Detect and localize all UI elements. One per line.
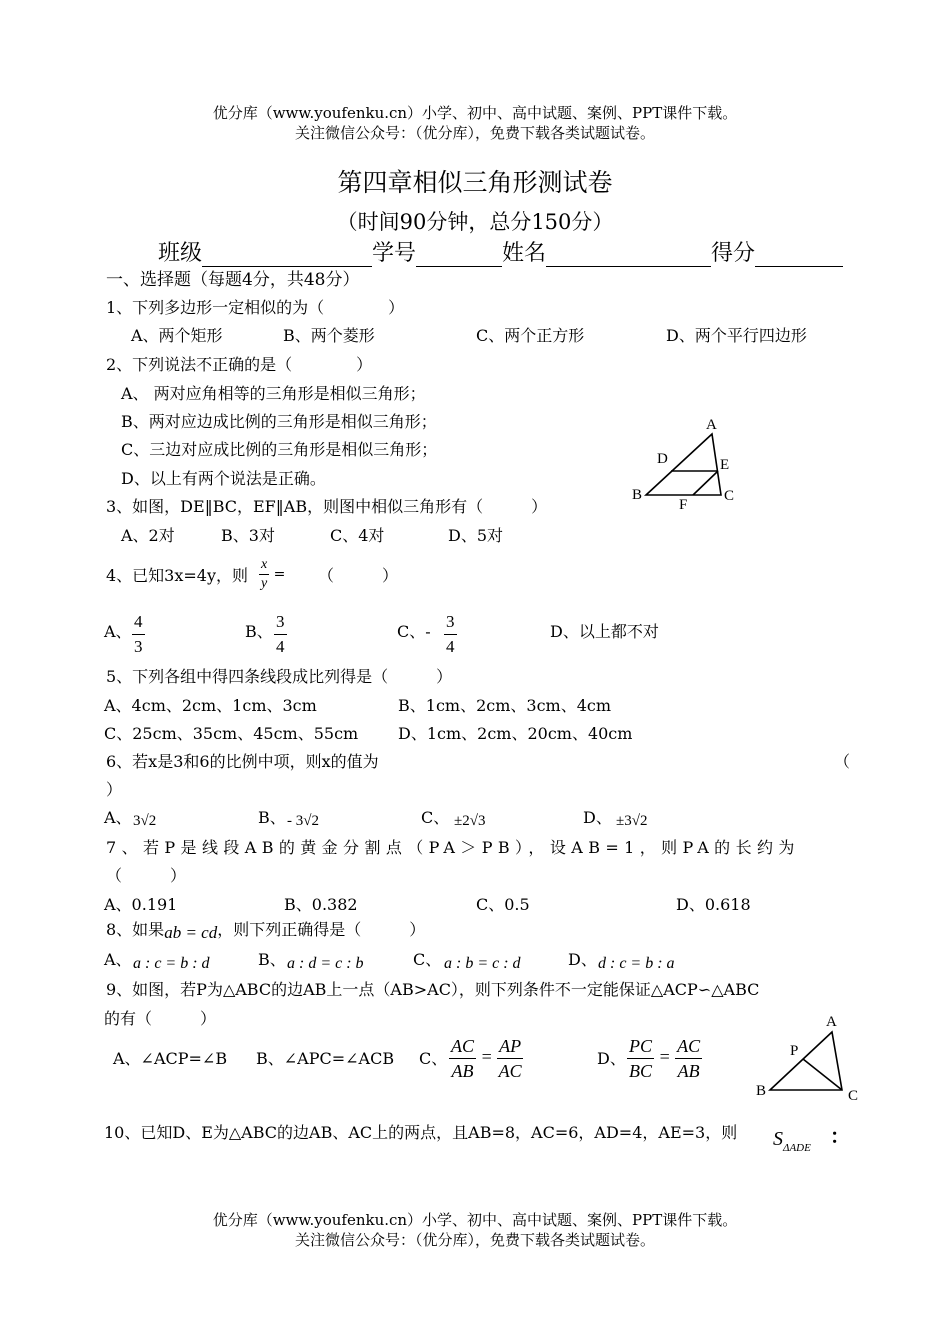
q8-stem-b: ，则下列正确得是（ ） — [217, 920, 426, 939]
page-title: 第四章相似三角形测试卷 — [337, 168, 613, 197]
q6-option-d: ±3√2 — [616, 813, 648, 829]
q6-option-a-label: A、 — [104, 808, 132, 827]
q9-c-num1: AC — [449, 1034, 476, 1059]
q9-d-num2: AC — [675, 1034, 702, 1059]
q9-d-eq: = — [658, 1046, 671, 1067]
label-e: E — [720, 457, 730, 473]
q7-stem: 7、若P是线段AB的黄金分割点（PA＞PB），设AB=1，则PA的长约为 — [106, 838, 800, 857]
label-c-2: C — [848, 1088, 859, 1104]
q8-option-c-label: C、 — [413, 950, 442, 969]
q9-d-num1: PC — [627, 1034, 654, 1059]
q8-option-d-label: D、 — [568, 950, 597, 969]
q9-c-den2: AC — [498, 1061, 522, 1081]
q6-option-b-label: B、 — [258, 808, 286, 827]
q9-option-c — [449, 1034, 523, 1083]
q8-option-d: d : c = b : a — [598, 955, 675, 972]
info-fields — [158, 236, 843, 267]
q3-option-c: C、4对 — [330, 526, 385, 545]
label-c: C — [724, 488, 735, 504]
q6-option-d-label: D、 — [583, 808, 612, 827]
q8-option-b: a : d = c : b — [287, 955, 364, 972]
q10-s: S — [773, 1128, 783, 1150]
score-blank[interactable] — [755, 244, 843, 267]
q4-frac-den: y — [261, 576, 268, 591]
q8-option-c: a : b = c : d — [444, 955, 521, 972]
q2-option-a: A、 两对应角相等的三角形是相似三角形； — [121, 384, 426, 403]
q9-option-d-label: D、 — [597, 1049, 626, 1068]
q6-option-a: 3√2 — [133, 813, 157, 829]
q4-option-c — [444, 610, 457, 659]
segment-pc — [803, 1059, 842, 1090]
name-label: 姓名 — [502, 241, 547, 266]
q9-stem-1: 9、如图，若P为△ABC的边AB上一点（AB>AC），则下列条件不一定能保证△ACP∽△ABC — [106, 980, 760, 999]
q9-c-den1: AB — [451, 1061, 474, 1081]
q7-option-d: D、0.618 — [676, 895, 751, 914]
name-blank[interactable] — [546, 244, 711, 267]
header-line-2: 关注微信公众号：（优分库），免费下载各类试题试卷。 — [294, 124, 655, 142]
q3-figure — [626, 412, 746, 512]
q2-option-b: B、两对应边成比例的三角形是相似三角形； — [121, 412, 437, 431]
q9-c-num2: AP — [497, 1034, 523, 1059]
label-b-2: B — [756, 1083, 767, 1099]
score-label: 得分 — [711, 241, 756, 266]
q4-eq: = — [273, 566, 286, 583]
number-blank[interactable] — [416, 244, 502, 267]
q9-option-d — [627, 1034, 702, 1083]
segment-ef — [693, 471, 718, 495]
q1-stem: 1、下列多边形一定相似的为（ ） — [106, 298, 405, 317]
label-a: A — [706, 417, 717, 433]
q5-option-d: D、1cm、2cm、20cm、40cm — [398, 724, 633, 743]
q8-expression: ab = cd — [164, 923, 218, 942]
footer-line-2: 关注微信公众号：（优分库），免费下载各类试题试卷。 — [294, 1231, 655, 1249]
section-heading: 一、选择题（每题4分，共48分） — [106, 270, 360, 290]
q9-stem-2: 的有（ ） — [104, 1009, 217, 1028]
q9-d-den2: AB — [677, 1061, 700, 1081]
q2-option-d: D、以上有两个说法是正确。 — [121, 469, 326, 488]
q3-option-a: A、2对 — [121, 526, 175, 545]
q9-c-eq: = — [480, 1046, 493, 1067]
q4-b-num: 3 — [274, 610, 287, 635]
q2-option-c: C、三边对应成比例的三角形是相似三角形； — [121, 440, 438, 459]
q10-area-symbol — [773, 1128, 811, 1154]
q1-option-b: B、两个菱形 — [283, 326, 375, 345]
q7-option-a: A、0.191 — [104, 895, 178, 914]
q4-option-b-label: B、 — [245, 622, 273, 641]
q8-line — [106, 920, 425, 940]
label-a-2: A — [826, 1014, 837, 1030]
q10-stem: 10、已知D、E为△ABC的边AB、AC上的两点，且AB=8，AC=6，AD=4，AE=3，则 — [104, 1123, 738, 1142]
q1-option-d: D、两个平行四边形 — [666, 326, 807, 345]
footer-line-1: 优分库（www.youfenku.cn）小学、初中、高中试题、案例、PPT课件下载。 — [212, 1211, 738, 1229]
q6-option-c: ±2√3 — [454, 813, 486, 829]
q4-b-den: 4 — [276, 637, 285, 656]
page-subtitle: （时间90分钟，总分150分） — [336, 210, 614, 234]
q4-paren: （ ） — [318, 566, 399, 585]
q3-option-d: D、5对 — [448, 526, 504, 545]
q5-stem: 5、下列各组中得四条线段成比列得是（ ） — [106, 667, 453, 686]
q1-option-c: C、两个正方形 — [476, 326, 585, 345]
q9-d-den1: BC — [629, 1061, 653, 1081]
q4-option-b — [274, 610, 287, 659]
q6-option-c-label: C、 — [421, 808, 450, 827]
label-f: F — [679, 497, 688, 512]
q4-fraction — [259, 556, 285, 593]
q7-option-c: C、0.5 — [476, 895, 530, 914]
class-blank[interactable] — [202, 244, 372, 267]
q3-option-b: B、3对 — [221, 526, 275, 545]
q5-option-a: A、4cm、2cm、1cm、3cm — [104, 696, 317, 715]
q9-option-b: B、∠APC=∠ACB — [256, 1049, 395, 1068]
q8-option-a-label: A、 — [104, 950, 132, 969]
q4-c-num: 3 — [444, 610, 457, 635]
q4-option-a — [132, 610, 145, 659]
q4-stem: 4、已知3x=4y，则 — [106, 566, 249, 585]
number-label: 学号 — [372, 241, 417, 266]
label-b: B — [632, 487, 643, 503]
q4-option-c-label: C、- — [397, 622, 431, 641]
label-p: P — [790, 1043, 799, 1059]
q8-option-b-label: B、 — [258, 950, 286, 969]
q8-option-a: a : c = b : d — [133, 955, 210, 972]
q9-option-a: A、∠ACP=∠B — [113, 1049, 228, 1068]
q10-sub: ΔADE — [783, 1142, 811, 1154]
class-label: 班级 — [158, 241, 203, 266]
q3-stem: 3、如图，DE‖BC，EF‖AB，则图中相似三角形有（ ） — [106, 497, 548, 516]
q10-colon: ： — [830, 1124, 850, 1148]
q9-figure — [750, 1008, 870, 1108]
q5-option-c: C、25cm、35cm、45cm、55cm — [104, 724, 359, 743]
q8-stem-a: 8、如果 — [106, 920, 165, 939]
q7-paren: （ ） — [106, 866, 187, 885]
q5-option-b: B、1cm、2cm、3cm、4cm — [398, 696, 612, 715]
q4-option-a-label: A、 — [104, 622, 132, 641]
q4-frac-num: x — [259, 556, 269, 575]
label-d: D — [657, 451, 668, 467]
q6-paren-close: ） — [106, 780, 123, 799]
q7-option-b: B、0.382 — [284, 895, 358, 914]
q4-option-d: D、以上都不对 — [550, 622, 659, 641]
q9-option-c-label: C、 — [419, 1049, 448, 1068]
q1-option-a: A、两个矩形 — [131, 326, 223, 345]
q6-stem: 6、若x是3和6的比例中项，则x的值为 — [106, 752, 379, 771]
q2-stem: 2、下列说法不正确的是（ ） — [106, 355, 373, 374]
q4-c-den: 4 — [446, 637, 455, 656]
q6-paren-open: （ — [834, 752, 851, 771]
q4-a-den: 3 — [134, 637, 143, 656]
q6-option-b: - 3√2 — [287, 813, 319, 829]
q4-a-num: 4 — [132, 610, 145, 635]
header-line-1: 优分库（www.youfenku.cn）小学、初中、高中试题、案例、PPT课件下载。 — [212, 104, 738, 122]
